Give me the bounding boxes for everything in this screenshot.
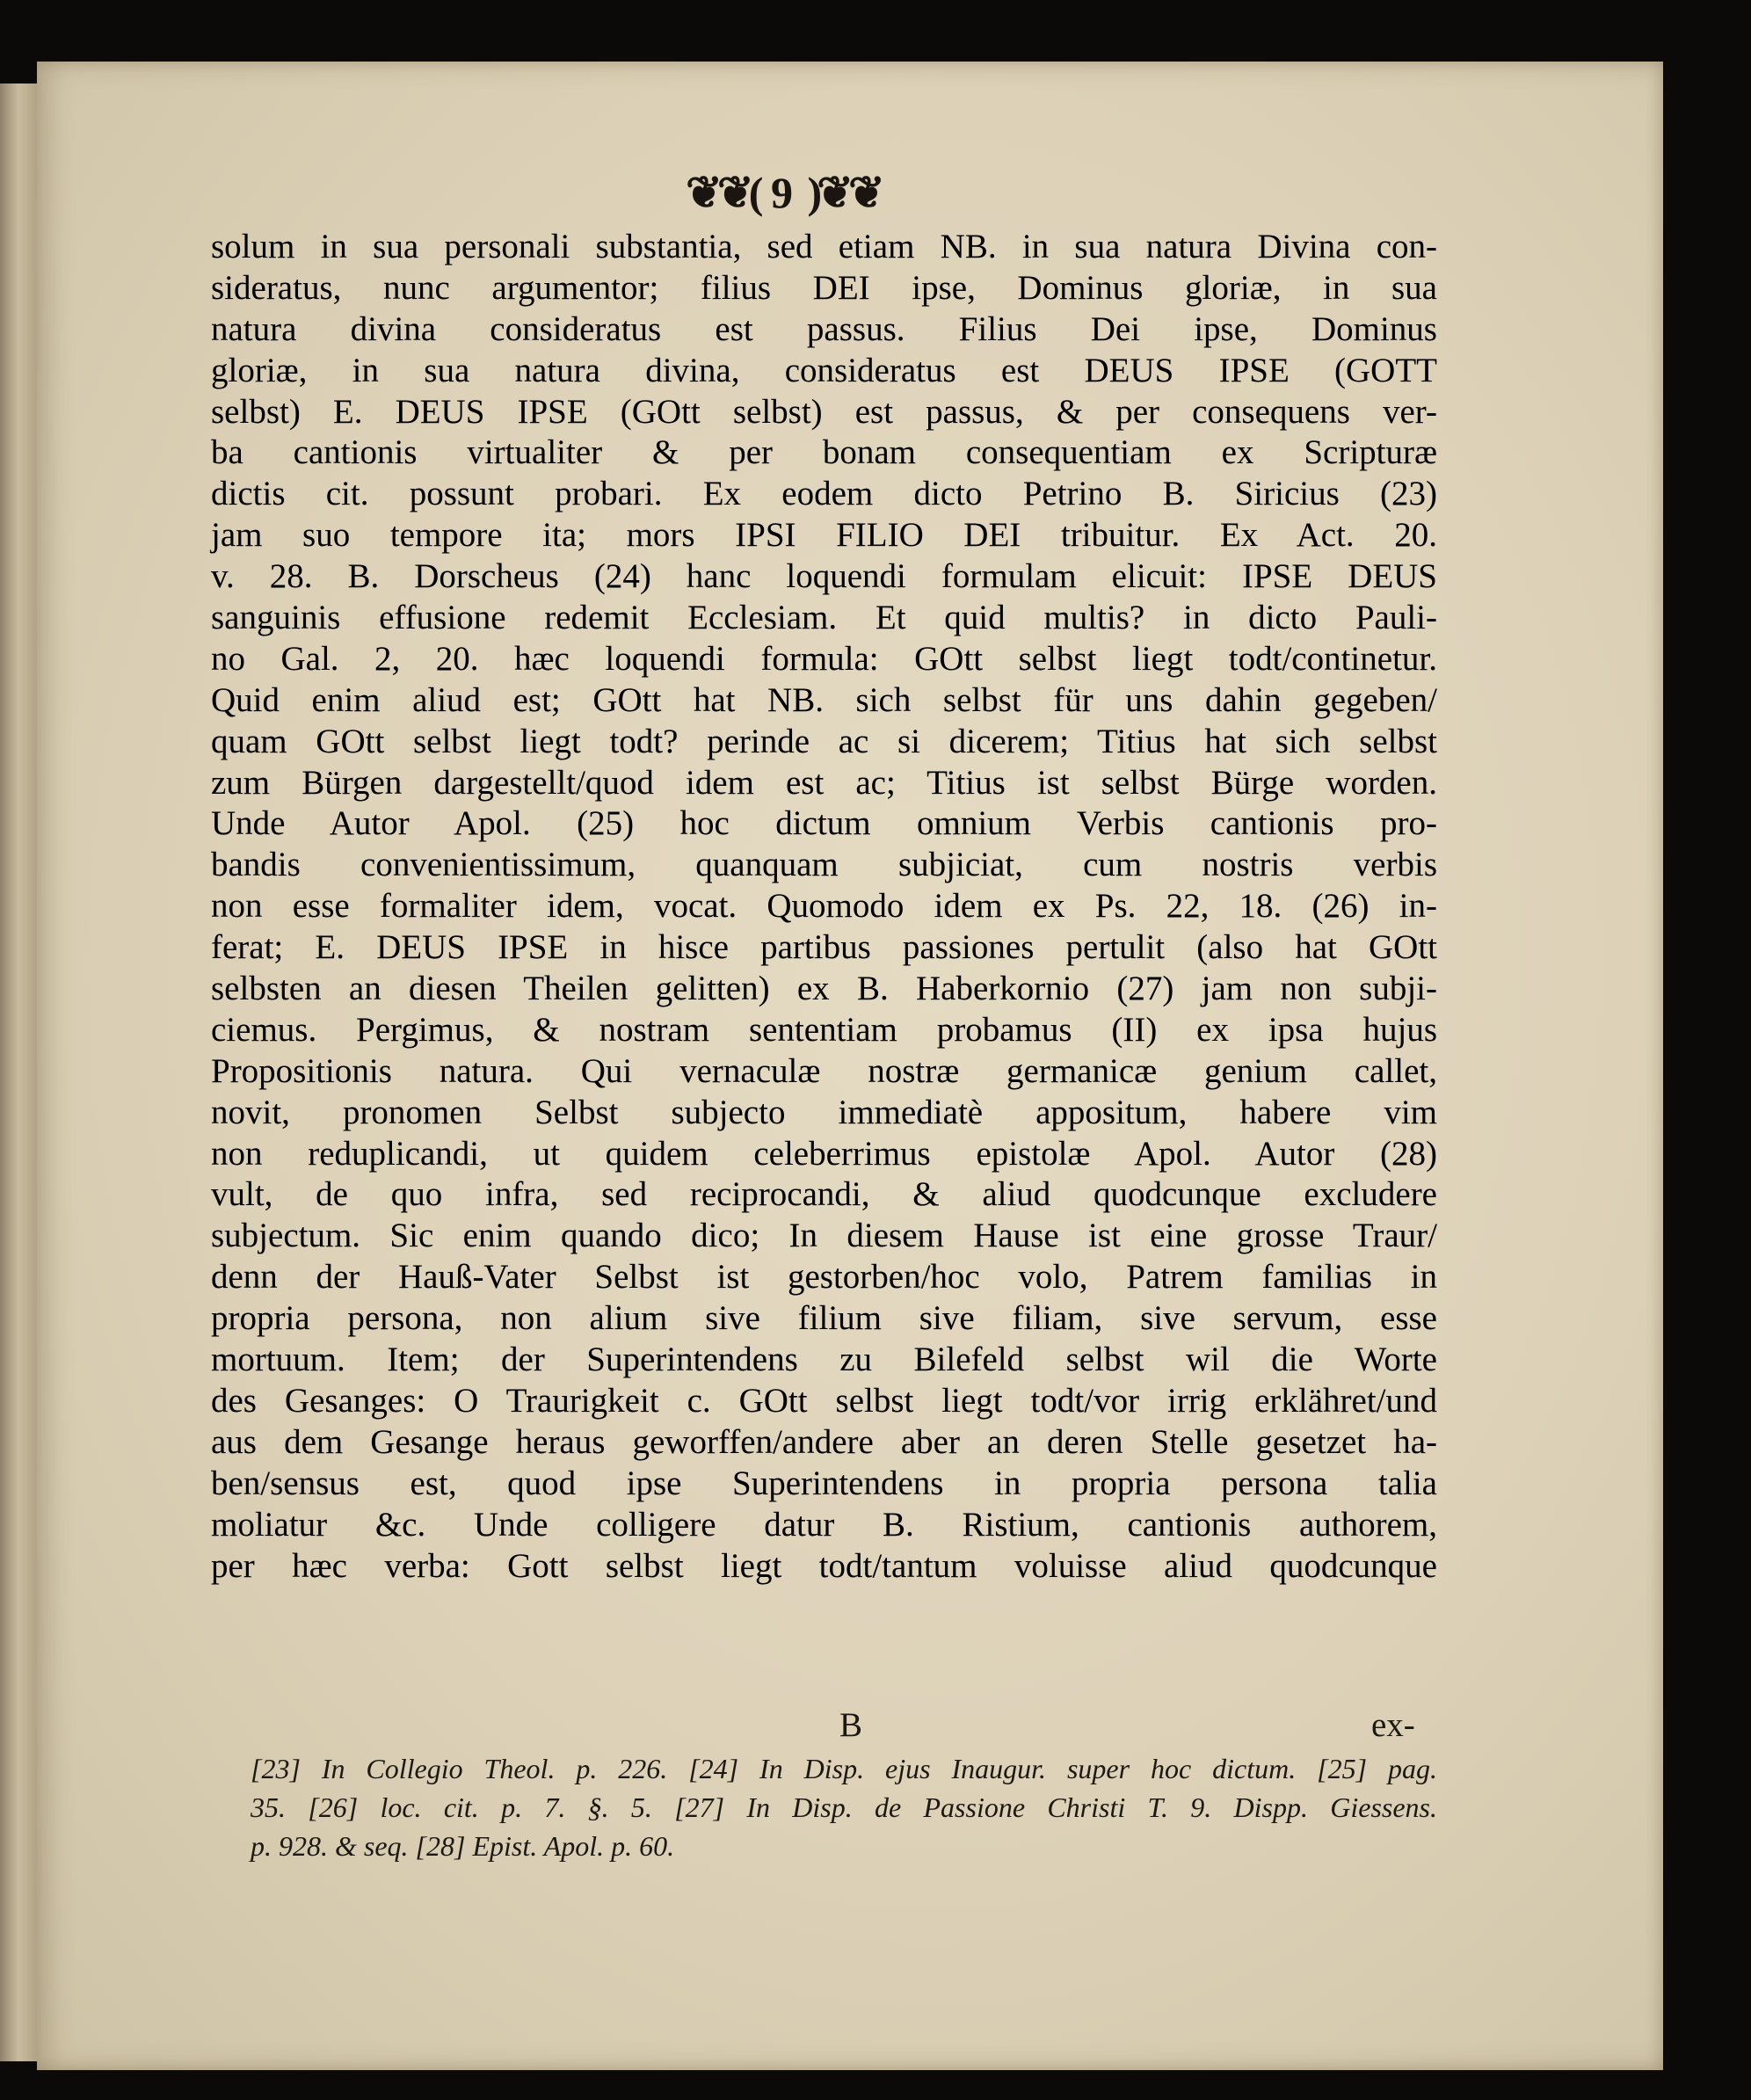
body-line: bandis convenientissimum, quanquam subjiciat, cum nostris verbis	[211, 846, 1437, 884]
ornament-right-icon: )❦❦	[807, 168, 880, 217]
body-line: mortuum. Item; der Superintendens zu Bilefeld selbst wil die Worte	[211, 1341, 1437, 1379]
body-line: non esse formaliter idem, vocat. Quomodo idem ex Ps. 22, 18. (26) in-	[211, 887, 1437, 926]
body-line: ben/sensus est, quod ipse Superintendens in propria persona talia	[211, 1464, 1437, 1502]
body-line: quam GOtt selbst liegt todt? perinde ac si dicerem; Titius hat sich selbst	[211, 722, 1437, 760]
signature-mark: B	[839, 1706, 863, 1744]
catchword: ex-	[1371, 1706, 1415, 1744]
body-line: subjectum. Sic enim quando dico; In diesem Hause ist eine grosse Traur/	[211, 1217, 1437, 1255]
body-line: zum Bürgen dargestellt/quod idem est ac; Titius ist selbst Bürge worden.	[211, 763, 1437, 802]
body-text	[211, 227, 1437, 1587]
page-header	[686, 167, 880, 218]
body-line: ferat; E. DEUS IPSE in hisce partibus passiones pertulit (also hat GOtt	[211, 928, 1437, 967]
body-line: v. 28. B. Dorscheus (24) hanc loquendi formulam elicuit: IPSE DEUS	[211, 557, 1437, 596]
body-line: selbst) E. DEUS IPSE (GOtt selbst) est passus, & per consequens ver-	[211, 392, 1437, 431]
body-line: aus dem Gesange heraus geworffen/andere aber an deren Stelle gesetzet ha-	[211, 1422, 1437, 1461]
body-line: gloriæ, in sua natura divina, consideratus est DEUS IPSE (GOTT	[211, 351, 1437, 389]
body-line: ciemus. Pergimus, & nostram sententiam probamus (II) ex ipsa hujus	[211, 1010, 1437, 1049]
footnote-line: [23] In Collegio Theol. p. 226. [24] In Disp. ejus Inaugur. super hoc dictum. [25] pag.	[251, 1753, 1437, 1784]
body-line: Unde Autor Apol. (25) hoc dictum omnium Verbis cantionis pro-	[211, 804, 1437, 843]
body-line: selbsten an diesen Theilen gelitten) ex B. Haberkornio (27) jam non subji-	[211, 970, 1437, 1008]
body-line: Quid enim aliud est; GOtt hat NB. sich selbst für uns dahin gegeben/	[211, 680, 1437, 719]
body-line: novit, pronomen Selbst subjecto immediatè appositum, habere vim	[211, 1093, 1437, 1131]
adjacent-page-edge	[0, 84, 37, 2061]
body-line: sanguinis effusione redemit Ecclesiam. Et quid multis? in dicto Pauli-	[211, 599, 1437, 637]
body-line: denn der Hauß-Vater Selbst ist gestorben/hoc volo, Patrem familias in	[211, 1258, 1437, 1297]
footnote-line: p. 928. & seq. [28] Epist. Apol. p. 60.	[251, 1830, 675, 1862]
body-line: sideratus, nunc argumentor; filius DEI ipse, Dominus gloriæ, in sua	[211, 268, 1437, 307]
body-line: non reduplicandi, ut quidem celeberrimus epistolæ Apol. Autor (28)	[211, 1134, 1437, 1173]
body-line: no Gal. 2, 20. hæc loquendi formula: GOtt selbst liegt todt/continetur.	[211, 639, 1437, 678]
footnotes	[251, 1749, 1437, 1865]
body-line: vult, de quo infra, sed reciprocandi, & aliud quodcunque excludere	[211, 1175, 1437, 1214]
footnote-line: 35. [26] loc. cit. p. 7. §. 5. [27] In Disp. de Passione Christi T. 9. Dispp. Giessens.	[251, 1791, 1437, 1823]
body-line: moliatur &c. Unde colligere datur B. Ristium, cantionis authorem,	[211, 1505, 1437, 1544]
body-line: propria persona, non alium sive filium sive filiam, sive servum, esse	[211, 1299, 1437, 1338]
ornament-left-icon: ❦❦(	[686, 168, 759, 217]
body-line: des Gesanges: O Traurigkeit c. GOtt selbst liegt todt/vor irrig erklähret/und	[211, 1381, 1437, 1420]
body-line: per hæc verba: Gott selbst liegt todt/tantum voluisse aliud quodcunque	[211, 1546, 1437, 1585]
body-line: Propositionis natura. Qui vernaculæ nostræ germanicæ genium callet,	[211, 1051, 1437, 1090]
body-line: solum in sua personali substantia, sed etiam NB. in sua natura Divina con-	[211, 228, 1437, 265]
body-line: natura divina consideratus est passus. Filius Dei ipse, Dominus	[211, 309, 1437, 348]
body-line: jam suo tempore ita; mors IPSI FILIO DEI tribuitur. Ex Act. 20.	[211, 516, 1437, 555]
page-number: 9	[770, 168, 795, 217]
body-line: ba cantionis virtualiter & per bonam consequentiam ex Scripturæ	[211, 433, 1437, 472]
body-line: dictis cit. possunt probari. Ex eodem dicto Petrino B. Siricius (23)	[211, 475, 1437, 513]
